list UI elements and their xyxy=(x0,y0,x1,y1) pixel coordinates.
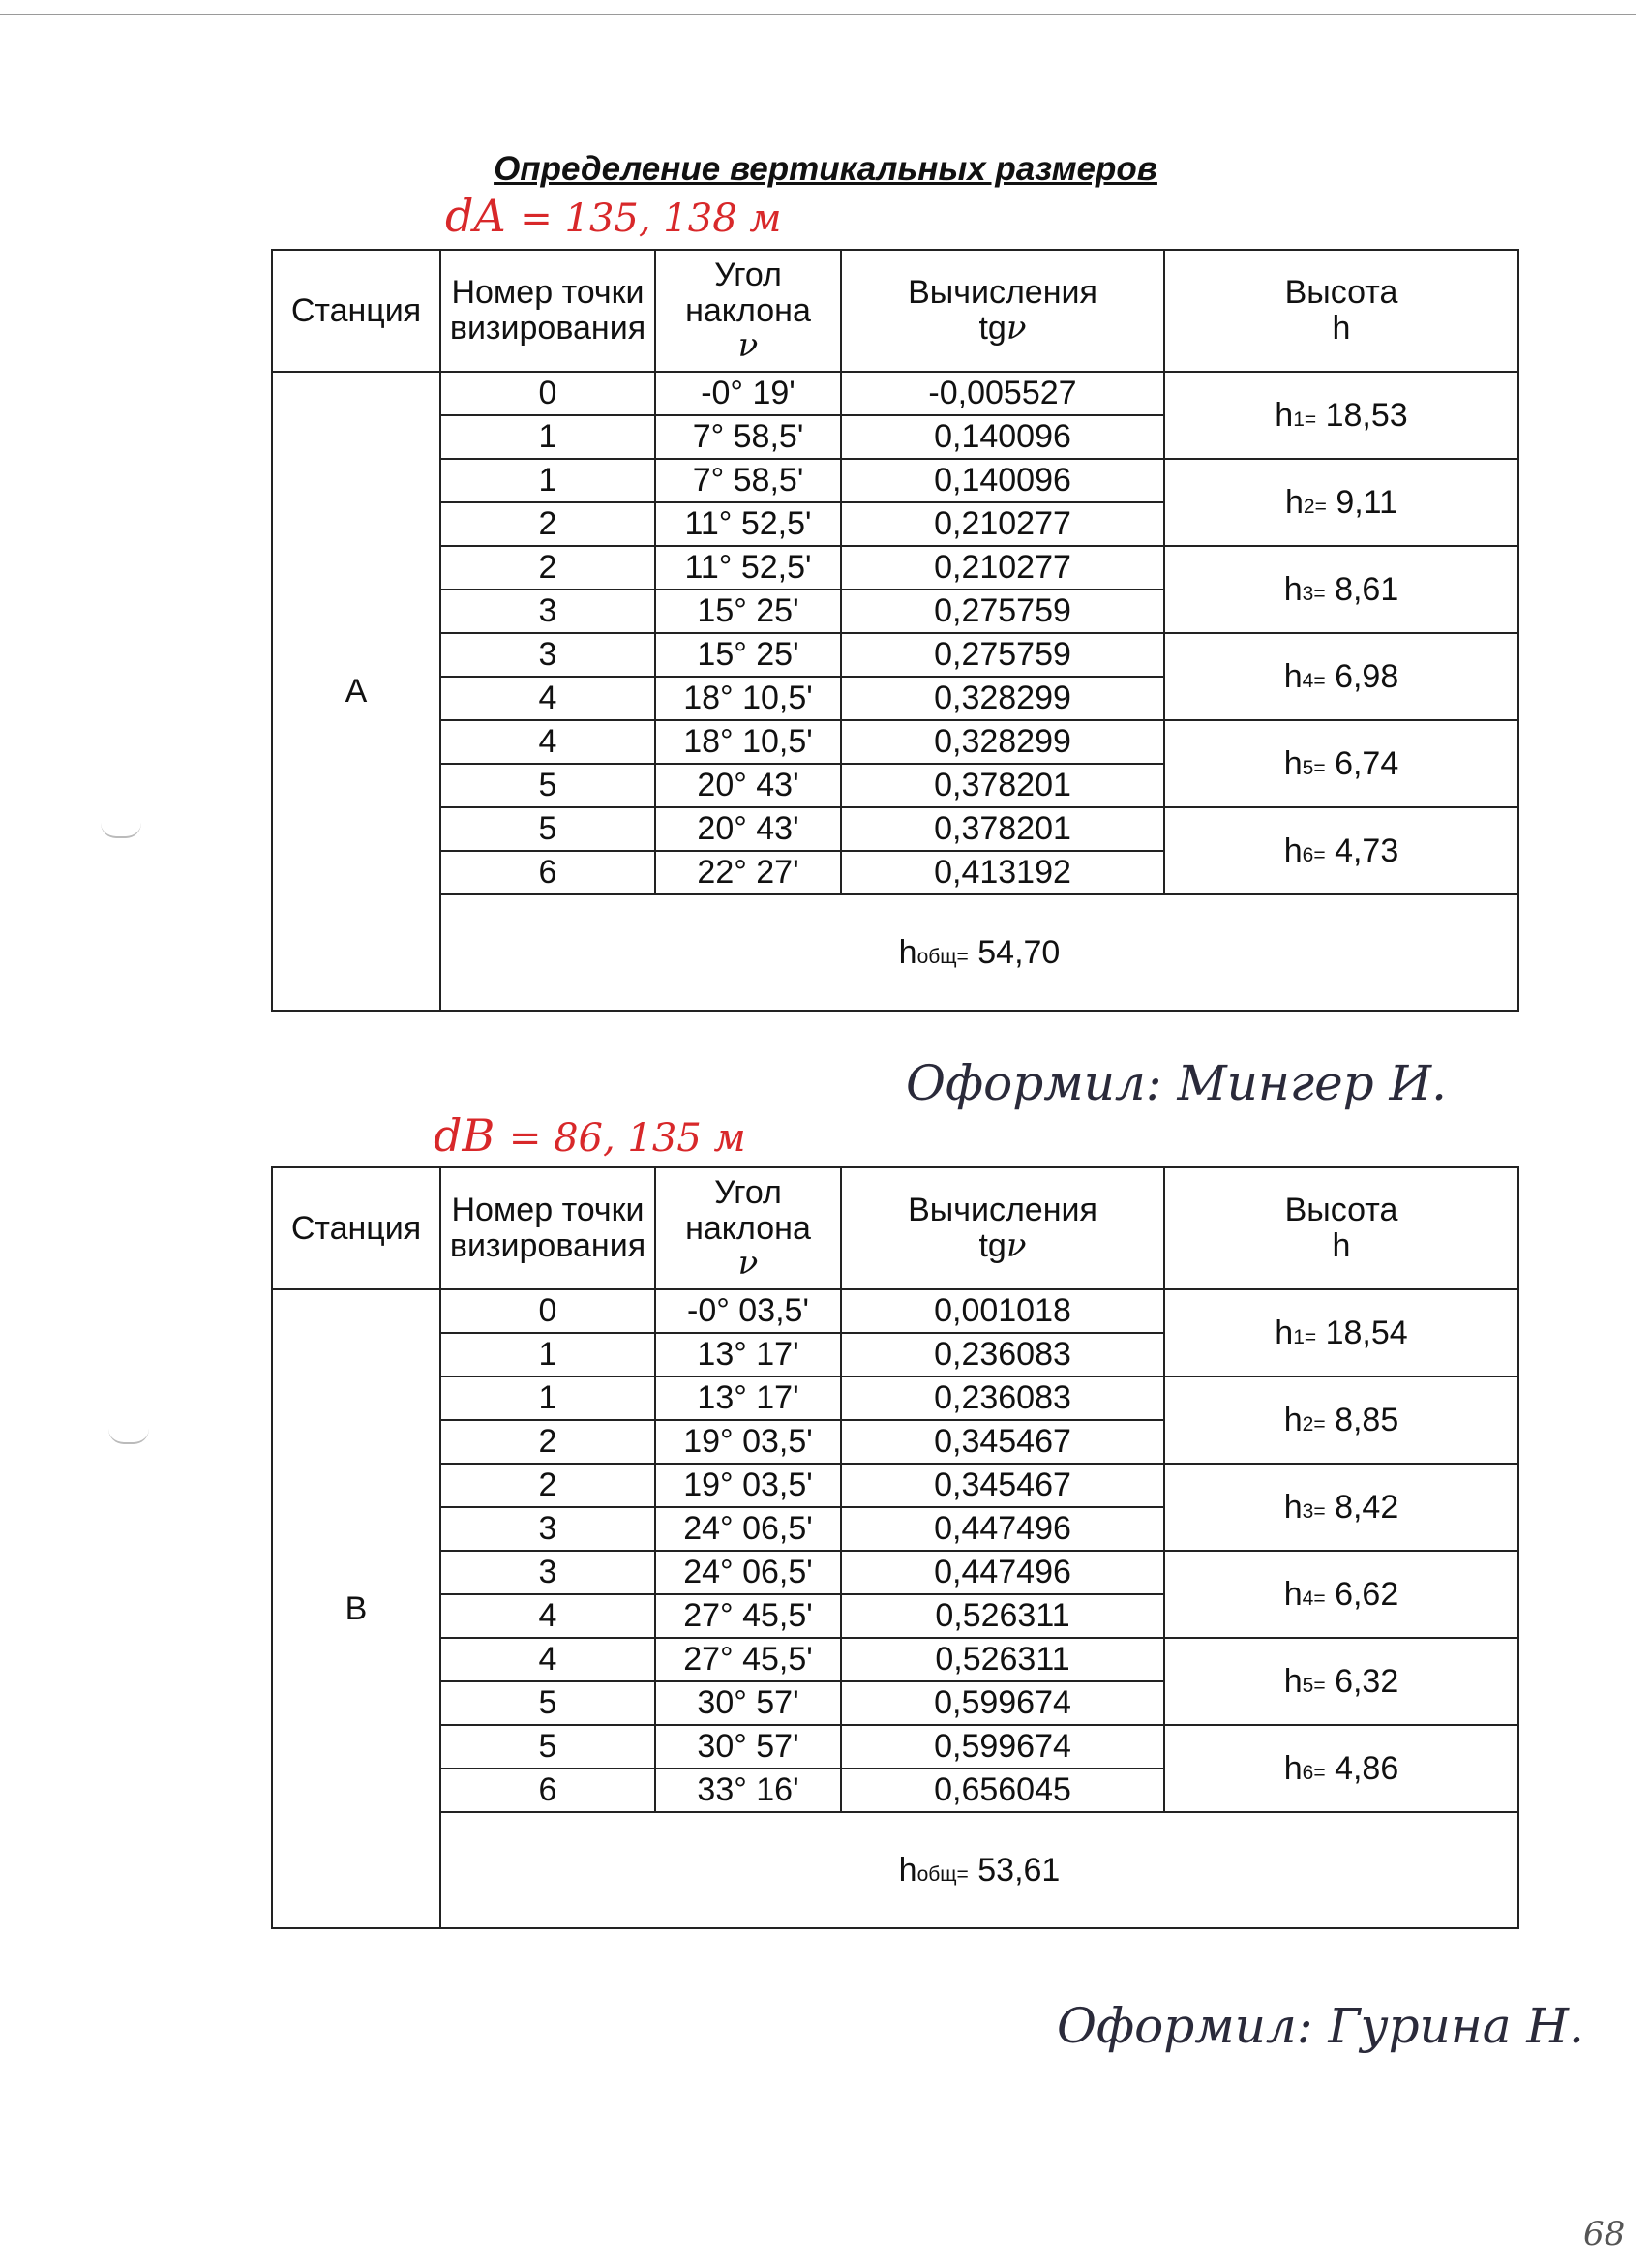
angle-cell: 27° 45,5' xyxy=(655,1638,841,1681)
angle-cell: 19° 03,5' xyxy=(655,1420,841,1464)
tangent-cell: -0,005527 xyxy=(841,372,1164,415)
height-label: h xyxy=(1283,744,1303,782)
header-tg: tg xyxy=(978,1227,1006,1264)
height-label: h xyxy=(1283,1488,1303,1526)
header-height-line2: h xyxy=(1332,310,1351,347)
angle-cell: 20° 43' xyxy=(655,807,841,851)
angle-cell: 30° 57' xyxy=(655,1725,841,1769)
point-cell: 1 xyxy=(440,1333,655,1376)
nu-symbol: ν xyxy=(1006,1226,1027,1265)
distance-a-note xyxy=(445,190,782,242)
angle-cell: 7° 58,5' xyxy=(655,459,841,502)
angle-cell: 27° 45,5' xyxy=(655,1594,841,1638)
header-station: Станция xyxy=(272,1167,440,1289)
angle-cell: 15° 25' xyxy=(655,590,841,633)
total-sub: общ= xyxy=(916,1862,969,1886)
height-subscript: 6= xyxy=(1302,1761,1326,1784)
height-cell xyxy=(1164,720,1518,807)
distance-b-value: = 86, 135 м xyxy=(508,1116,746,1161)
height-value: 8,42 xyxy=(1325,1488,1399,1526)
height-cell xyxy=(1164,1289,1518,1376)
header-angle-line1: Угол xyxy=(714,1173,782,1211)
point-cell: 3 xyxy=(440,1551,655,1594)
page-number: 68 xyxy=(1583,2215,1626,2253)
point-cell: 4 xyxy=(440,1594,655,1638)
height-value: 6,62 xyxy=(1325,1575,1399,1613)
height-cell xyxy=(1164,1376,1518,1464)
point-cell: 6 xyxy=(440,851,655,894)
height-label: h xyxy=(1283,1749,1303,1787)
height-subscript: 5= xyxy=(1302,756,1326,779)
angle-cell: 11° 52,5' xyxy=(655,502,841,546)
height-label: h xyxy=(1283,657,1303,695)
tangent-cell: 0,328299 xyxy=(841,677,1164,720)
height-label: h xyxy=(1283,832,1303,869)
tangent-cell: 0,236083 xyxy=(841,1376,1164,1420)
table-a xyxy=(271,249,1519,1012)
total-value: 54,70 xyxy=(968,933,1061,971)
height-value: 18,53 xyxy=(1316,396,1408,434)
signature-b: Оформил: Гурина Н. xyxy=(1057,1998,1584,2054)
height-subscript: 6= xyxy=(1302,843,1326,866)
point-cell: 1 xyxy=(440,1376,655,1420)
tangent-cell: 0,526311 xyxy=(841,1638,1164,1681)
header-station: Станция xyxy=(272,250,440,372)
height-cell xyxy=(1164,807,1518,894)
table-row xyxy=(272,1376,1518,1420)
height-cell xyxy=(1164,372,1518,459)
tangent-cell: 0,599674 xyxy=(841,1725,1164,1769)
angle-cell: 18° 10,5' xyxy=(655,720,841,764)
header-angle xyxy=(655,250,841,372)
height-cell xyxy=(1164,1638,1518,1725)
tangent-cell: 0,599674 xyxy=(841,1681,1164,1725)
height-cell xyxy=(1164,633,1518,720)
header-point-line2: визирования xyxy=(449,310,646,347)
point-cell: 0 xyxy=(440,1289,655,1333)
header-point xyxy=(440,1167,655,1289)
tangent-cell: 0,345467 xyxy=(841,1464,1164,1507)
height-cell xyxy=(1164,1551,1518,1638)
table-row xyxy=(272,1289,1518,1333)
header-angle-line1: Угол xyxy=(714,256,782,293)
height-label: h xyxy=(1283,1662,1303,1700)
height-label: h xyxy=(1283,1401,1303,1438)
tangent-cell: 0,236083 xyxy=(841,1333,1164,1376)
height-value: 9,11 xyxy=(1326,483,1397,521)
total-sub: общ= xyxy=(916,945,969,968)
height-value: 8,85 xyxy=(1325,1401,1399,1438)
height-cell xyxy=(1164,1464,1518,1551)
height-value: 4,73 xyxy=(1325,832,1399,869)
table-row xyxy=(272,1725,1518,1769)
table-row xyxy=(272,546,1518,590)
total-label: h xyxy=(898,933,917,971)
page-title: Определение вертикальных размеров xyxy=(494,150,1157,188)
tangent-cell: 0,447496 xyxy=(841,1551,1164,1594)
header-height xyxy=(1164,1167,1518,1289)
point-cell: 3 xyxy=(440,633,655,677)
header-point-line1: Номер точки xyxy=(451,274,645,312)
tangent-cell: 0,447496 xyxy=(841,1507,1164,1551)
point-cell: 2 xyxy=(440,502,655,546)
total-value: 53,61 xyxy=(968,1851,1061,1889)
height-cell xyxy=(1164,546,1518,633)
height-subscript: 3= xyxy=(1302,1499,1326,1523)
header-height-line1: Высота xyxy=(1284,274,1398,312)
height-label: h xyxy=(1283,570,1303,608)
angle-cell: 19° 03,5' xyxy=(655,1464,841,1507)
tangent-cell: 0,210277 xyxy=(841,546,1164,590)
tangent-cell: 0,378201 xyxy=(841,807,1164,851)
point-cell: 3 xyxy=(440,590,655,633)
angle-cell: 18° 10,5' xyxy=(655,677,841,720)
total-cell xyxy=(440,1812,1518,1928)
total-cell xyxy=(440,894,1518,1011)
table-row xyxy=(272,633,1518,677)
height-subscript: 2= xyxy=(1302,1412,1326,1436)
tangent-cell: 0,275759 xyxy=(841,590,1164,633)
table-b xyxy=(271,1166,1519,1929)
height-value: 6,32 xyxy=(1325,1662,1399,1700)
point-cell: 1 xyxy=(440,415,655,459)
header-angle xyxy=(655,1167,841,1289)
station-cell: A xyxy=(272,372,440,1011)
binder-mark xyxy=(101,823,141,838)
header-point-line1: Номер точки xyxy=(451,1192,645,1229)
point-cell: 0 xyxy=(440,372,655,415)
nu-symbol: ν xyxy=(737,1244,759,1284)
point-cell: 4 xyxy=(440,1638,655,1681)
header-calc-line1: Вычисления xyxy=(908,1192,1097,1229)
angle-cell: 30° 57' xyxy=(655,1681,841,1725)
table-row xyxy=(272,720,1518,764)
tangent-cell: 0,345467 xyxy=(841,1420,1164,1464)
tangent-cell: 0,413192 xyxy=(841,851,1164,894)
height-label: h xyxy=(1275,1314,1294,1351)
table-row xyxy=(272,807,1518,851)
tangent-cell: 0,526311 xyxy=(841,1594,1164,1638)
angle-cell: 11° 52,5' xyxy=(655,546,841,590)
header-height-line2: h xyxy=(1332,1227,1351,1264)
tangent-cell: 0,140096 xyxy=(841,415,1164,459)
point-cell: 4 xyxy=(440,677,655,720)
height-label: h xyxy=(1283,1575,1303,1613)
header-calc-line1: Вычисления xyxy=(908,274,1097,312)
distance-a-label: dA xyxy=(445,190,506,242)
angle-cell: 7° 58,5' xyxy=(655,415,841,459)
angle-cell: -0° 19' xyxy=(655,372,841,415)
height-value: 6,98 xyxy=(1325,657,1399,695)
table-a-header xyxy=(272,250,1518,372)
angle-cell: 22° 27' xyxy=(655,851,841,894)
point-cell: 6 xyxy=(440,1769,655,1812)
point-cell: 3 xyxy=(440,1507,655,1551)
total-row xyxy=(272,894,1518,1011)
height-value: 6,74 xyxy=(1325,744,1399,782)
angle-cell: -0° 03,5' xyxy=(655,1289,841,1333)
header-point xyxy=(440,250,655,372)
table-b-header xyxy=(272,1167,1518,1289)
height-subscript: 4= xyxy=(1302,669,1326,692)
header-angle-line2: наклона xyxy=(685,291,811,329)
point-cell: 4 xyxy=(440,720,655,764)
point-cell: 2 xyxy=(440,546,655,590)
header-angle-line2: наклона xyxy=(685,1209,811,1247)
height-subscript: 3= xyxy=(1302,582,1326,605)
nu-symbol: ν xyxy=(1006,309,1027,348)
header-tg: tg xyxy=(978,310,1006,347)
height-label: h xyxy=(1285,483,1304,521)
distance-b-note xyxy=(434,1109,746,1162)
height-label: h xyxy=(1275,396,1294,434)
point-cell: 5 xyxy=(440,807,655,851)
tangent-cell: 0,275759 xyxy=(841,633,1164,677)
table-row xyxy=(272,1638,1518,1681)
height-value: 4,86 xyxy=(1325,1749,1399,1787)
distance-b-label: dB xyxy=(434,1109,495,1162)
station-cell: B xyxy=(272,1289,440,1928)
table-row xyxy=(272,1551,1518,1594)
point-cell: 2 xyxy=(440,1420,655,1464)
angle-cell: 20° 43' xyxy=(655,764,841,807)
point-cell: 5 xyxy=(440,764,655,807)
tangent-cell: 0,140096 xyxy=(841,459,1164,502)
total-label: h xyxy=(898,1851,917,1889)
tangent-cell: 0,656045 xyxy=(841,1769,1164,1812)
angle-cell: 24° 06,5' xyxy=(655,1551,841,1594)
angle-cell: 15° 25' xyxy=(655,633,841,677)
distance-a-value: = 135, 138 м xyxy=(520,197,782,241)
point-cell: 5 xyxy=(440,1681,655,1725)
height-cell xyxy=(1164,459,1518,546)
angle-cell: 33° 16' xyxy=(655,1769,841,1812)
height-value: 8,61 xyxy=(1325,570,1399,608)
tangent-cell: 0,328299 xyxy=(841,720,1164,764)
point-cell: 1 xyxy=(440,459,655,502)
tangent-cell: 0,001018 xyxy=(841,1289,1164,1333)
tangent-cell: 0,378201 xyxy=(841,764,1164,807)
nu-symbol: ν xyxy=(737,326,759,366)
scan-top-line xyxy=(0,14,1636,15)
point-cell: 5 xyxy=(440,1725,655,1769)
height-subscript: 4= xyxy=(1302,1587,1326,1610)
header-calc xyxy=(841,1167,1164,1289)
angle-cell: 13° 17' xyxy=(655,1333,841,1376)
height-subscript: 1= xyxy=(1293,408,1317,431)
height-subscript: 1= xyxy=(1293,1325,1317,1348)
header-calc xyxy=(841,250,1164,372)
height-value: 18,54 xyxy=(1316,1314,1408,1351)
signature-a: Оформил: Мингер И. xyxy=(906,1055,1448,1111)
angle-cell: 13° 17' xyxy=(655,1376,841,1420)
total-row xyxy=(272,1812,1518,1928)
height-subscript: 2= xyxy=(1303,495,1327,518)
header-point-line2: визирования xyxy=(449,1227,646,1264)
height-cell xyxy=(1164,1725,1518,1812)
table-row xyxy=(272,459,1518,502)
point-cell: 2 xyxy=(440,1464,655,1507)
header-height xyxy=(1164,250,1518,372)
header-height-line1: Высота xyxy=(1284,1192,1398,1229)
table-row xyxy=(272,1464,1518,1507)
table-row xyxy=(272,372,1518,415)
angle-cell: 24° 06,5' xyxy=(655,1507,841,1551)
binder-mark xyxy=(108,1429,149,1444)
tangent-cell: 0,210277 xyxy=(841,502,1164,546)
height-subscript: 5= xyxy=(1302,1674,1326,1697)
